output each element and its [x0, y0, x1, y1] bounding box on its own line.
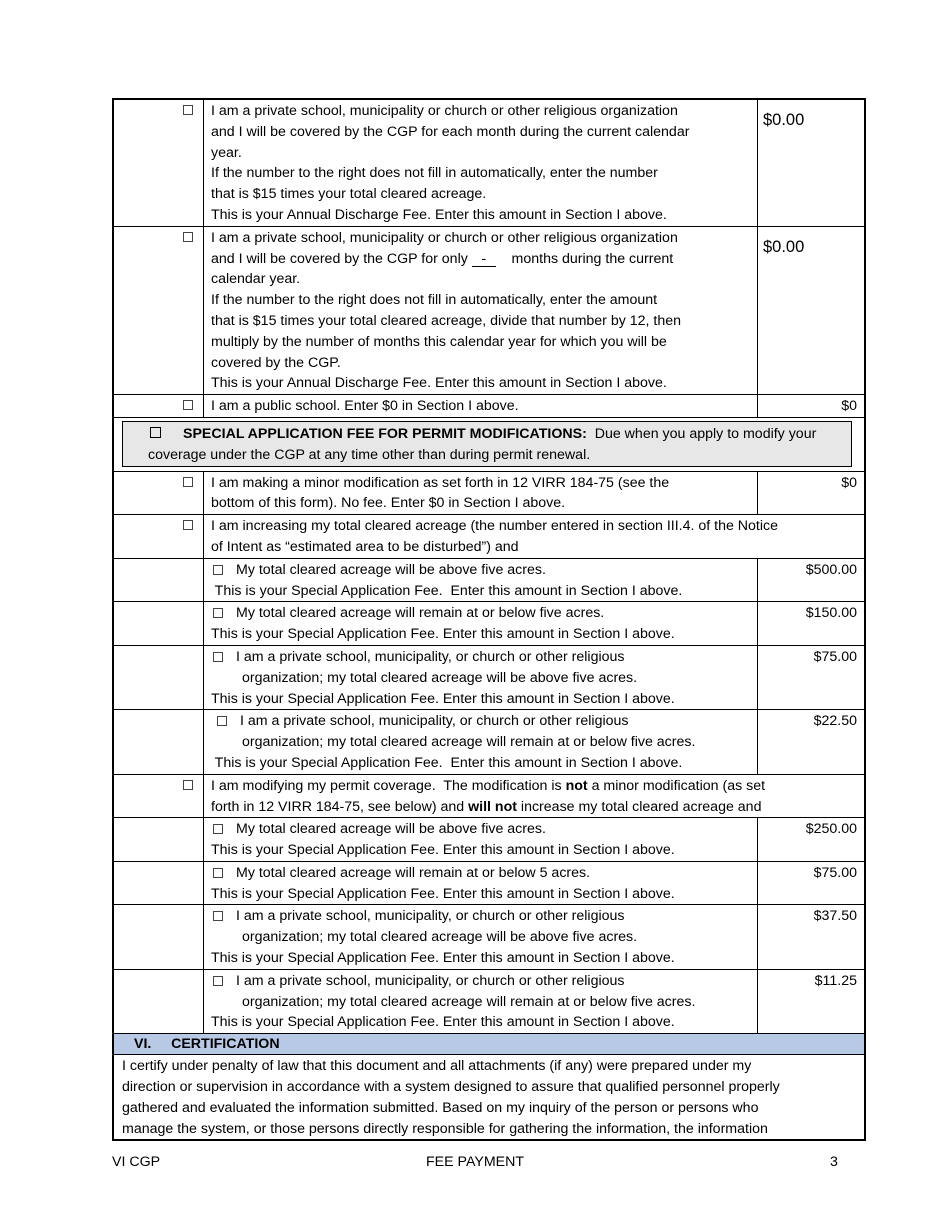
fee-table	[112, 98, 866, 1141]
table-row: I am modifying my permit coverage. The modification is not a minor modification (as set forth in 12 VIRR 184-75, see below) and will not increase my total cleared acreage and	[114, 774, 864, 818]
checkbox[interactable]	[183, 520, 193, 530]
fee-amount: $11.25	[757, 970, 864, 1033]
table-row	[114, 394, 864, 417]
row-text: This is your Annual Discharge Fee. Enter this amount in Section I above.	[211, 206, 667, 223]
fee-amount: $22.50	[757, 710, 864, 773]
row-text: I am a public school. Enter $0 in Section I above.	[211, 398, 519, 415]
row-text: calendar year.	[211, 271, 301, 288]
checkbox[interactable]	[213, 652, 223, 662]
row-text: multiply by the number of months this calendar year for which you will be	[211, 333, 667, 350]
table-row: My total cleared acreage will remain at or below five acres. This is your Special Application Fee. Enter this amount in Section I above. $150.00	[114, 601, 864, 645]
months-field[interactable]: -	[472, 252, 496, 267]
row-text: If the number to the right does not fill in automatically, enter the amount	[211, 292, 658, 309]
checkbox[interactable]	[213, 565, 223, 575]
special-fee-heading-row	[114, 417, 864, 471]
footer-center: FEE PAYMENT	[426, 1154, 525, 1170]
fee-amount: $0	[757, 395, 864, 417]
fee-amount: $150.00	[757, 602, 864, 645]
fee-amount: $75.00	[757, 862, 864, 905]
checkbox[interactable]	[183, 400, 193, 410]
fee-amount: $75.00	[757, 646, 864, 709]
row-text: covered by the CGP.	[211, 354, 341, 371]
row-text: I am a private school, municipality or church or other religious organization	[211, 229, 678, 246]
table-row: I am a private school, municipality, or church or other religious organization; my total cleared acreage will be above five acres. This is your Special Application Fee. Enter this amount in Section I above. $37.50	[114, 904, 864, 968]
table-row: I am a private school, municipality, or church or other religious organization; my total cleared acreage will remain at or below five acres. This is your Special Application Fee. Enter this amount in Section I above. $11.25	[114, 969, 864, 1033]
section-number: VI.	[134, 1036, 152, 1053]
checkbox[interactable]	[217, 716, 227, 726]
fee-amount: $37.50	[757, 905, 864, 968]
table-row: My total cleared acreage will be above five acres. This is your Special Application Fee. Enter this amount in Section I above. $250.00	[114, 817, 864, 861]
fee-amount[interactable]: $0.00	[757, 100, 864, 226]
footer-left: VI CGP	[112, 1154, 161, 1170]
checkbox[interactable]	[213, 608, 223, 618]
page-number: 3	[830, 1154, 838, 1170]
special-fee-heading: SPECIAL APPLICATION FEE FOR PERMIT MODIFICATIONS: Due when you apply to modify your coverage under the CGP at any time other than during permit renewal.	[122, 421, 852, 467]
checkbox[interactable]	[213, 824, 223, 834]
row-text: This is your Annual Discharge Fee. Enter this amount in Section I above.	[211, 375, 667, 392]
section-title: CERTIFICATION	[171, 1036, 280, 1053]
checkbox[interactable]	[183, 780, 193, 790]
table-row: My total cleared acreage will remain at or below 5 acres. This is your Special Application Fee. Enter this amount in Section I above. $75.00	[114, 861, 864, 905]
checkbox[interactable]	[213, 976, 223, 986]
checkbox[interactable]	[183, 232, 193, 242]
row-text: and I will be covered by the CGP for each month during the current calendar	[211, 123, 690, 140]
row-text: I am a private school, municipality or church or other religious organization	[211, 103, 678, 119]
section-heading	[114, 1033, 864, 1054]
table-row: I am a private school, municipality or church or other religious organization and I will be covered by the CGP for only - months during the current calendar year. If the number to the right does not fill in automatically, enter the amount that is $15 times your total cleared acreage, divide that number by 12, then multiply by the number of months this calendar year for which you will be covered by the CGP. This is your Annual Discharge Fee. Enter this amount in Section I above. $0.00	[114, 226, 864, 394]
row-text: If the number to the right does not fill in automatically, enter the number	[211, 165, 658, 182]
table-row: I am increasing my total cleared acreage (the number entered in section III.4. of the Notice of Intent as “estimated area to be disturbed”) and	[114, 514, 864, 558]
row-text: that is $15 times your total cleared acreage.	[211, 186, 487, 203]
checkbox[interactable]	[183, 105, 193, 115]
checkbox[interactable]	[213, 868, 223, 878]
table-row: I am a private school, municipality, or church or other religious organization; my total cleared acreage will remain at or below five acres. This is your Special Application Fee. Enter this amount in Section I above. $22.50	[114, 709, 864, 773]
fee-amount: $250.00	[757, 818, 864, 861]
checkbox[interactable]	[183, 477, 193, 487]
table-row: I am a private school, municipality, or church or other religious organization; my total cleared acreage will be above five acres. This is your Special Application Fee. Enter this amount in Section I above. $75.00	[114, 645, 864, 709]
table-row: I am making a minor modification as set forth in 12 VIRR 184-75 (see the bottom of this form). No fee. Enter $0 in Section I above. $0	[114, 471, 864, 515]
certification-text: I certify under penalty of law that this document and all attachments (if any) were prepared under my direction or supervision in accordance with a system designed to assure that qualified personnel properly gathered and evaluated the information submitted. Based on my inquiry of the person or persons who manage the system, or those persons directly responsible for gathering the information, the information	[114, 1054, 864, 1139]
fee-amount: $0	[757, 472, 864, 515]
fee-amount[interactable]: $0.00	[757, 227, 864, 394]
table-row	[114, 100, 864, 226]
table-row: My total cleared acreage will be above five acres. This is your Special Application Fee. Enter this amount in Section I above. $500.00	[114, 558, 864, 602]
checkbox[interactable]	[213, 911, 223, 921]
row-text: year.	[211, 144, 242, 161]
row-text: that is $15 times your total cleared acreage, divide that number by 12, then	[211, 312, 682, 329]
checkbox[interactable]	[150, 427, 161, 438]
fee-amount: $500.00	[757, 559, 864, 602]
